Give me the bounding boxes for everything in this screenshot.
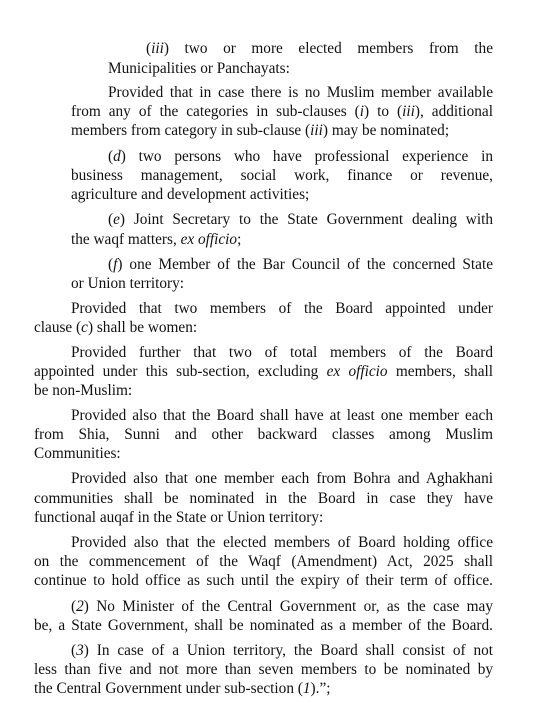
text-line: clause (c) shall be women: [34, 319, 198, 336]
text-line: Provided that two members of the Board appointed under [71, 300, 493, 317]
italic-run: 1 [302, 680, 311, 697]
italic-run: e [113, 211, 120, 228]
text-line: agriculture and development activities; [71, 186, 310, 203]
italic-run: ex officio [326, 363, 388, 380]
text-line: (e) Joint Secretary to the State Government dealing with [108, 211, 493, 228]
text-line: the waqf matters, ex officio; [71, 231, 242, 248]
italic-run: 3 [76, 642, 84, 659]
text-line: less than five and not more than seven members to be nominated by [34, 661, 493, 678]
text-line: (3) In case of a Union territory, the Board shall consist of not [71, 642, 493, 659]
italic-run: c [81, 319, 88, 336]
text-line: communities shall be nominated in the Board in case they have [34, 490, 493, 507]
text-line: be non-Muslim: [34, 382, 133, 399]
text-line: on the commencement of the Waqf (Amendment) Act, 2025 shall [34, 553, 493, 570]
text-line: be, a State Government, shall be nominated as a member of the Board. [34, 617, 493, 634]
text-line: Provided also that one member each from Bohra and Aghakhani [71, 470, 493, 487]
text-line: (iii) two or more elected members from the [146, 40, 493, 57]
text-line: or Union territory: [71, 275, 185, 292]
text-line: the Central Government under sub-section (1).”; [34, 680, 331, 697]
text-line: Communities: [34, 445, 121, 462]
text-line: Provided also that the elected members of Board holding office [71, 534, 493, 551]
text-line: (d) two persons who have professional experience in [108, 148, 493, 165]
italic-run: ex officio [180, 231, 238, 248]
italic-run: iii [151, 40, 164, 57]
text-line: from any of the categories in sub-clauses (i) to (iii), additional [71, 103, 493, 120]
text-line: from Shia, Sunni and other backward classes among Muslim [34, 426, 493, 443]
text-line: continue to hold office as such until the expiry of their term of office. [34, 572, 493, 589]
italic-run: 2 [76, 598, 84, 615]
text-line: Provided further that two of total members of the Board [71, 344, 493, 361]
text-line: appointed under this sub-section, excluding ex officio members, shall [34, 363, 493, 380]
italic-run: iii [310, 122, 323, 139]
italic-run: iii [402, 103, 415, 120]
text-line: functional auqaf in the State or Union territory: [34, 509, 324, 526]
italic-run: f [113, 256, 118, 273]
text-line: business management, social work, finance or revenue, [71, 167, 493, 184]
text-line: members from category in sub-clause (iii) may be nominated; [71, 122, 450, 139]
text-line: (2) No Minister of the Central Government or, as the case may [71, 598, 493, 615]
text-line: Municipalities or Panchayats: [108, 60, 290, 77]
text-line: (f) one Member of the Bar Council of the concerned State [108, 256, 493, 273]
italic-run: d [113, 148, 121, 165]
text-line: Provided also that the Board shall have at least one member each [71, 407, 493, 424]
text-line: Provided that in case there is no Muslim member available [108, 84, 493, 101]
italic-run: i [359, 103, 365, 120]
